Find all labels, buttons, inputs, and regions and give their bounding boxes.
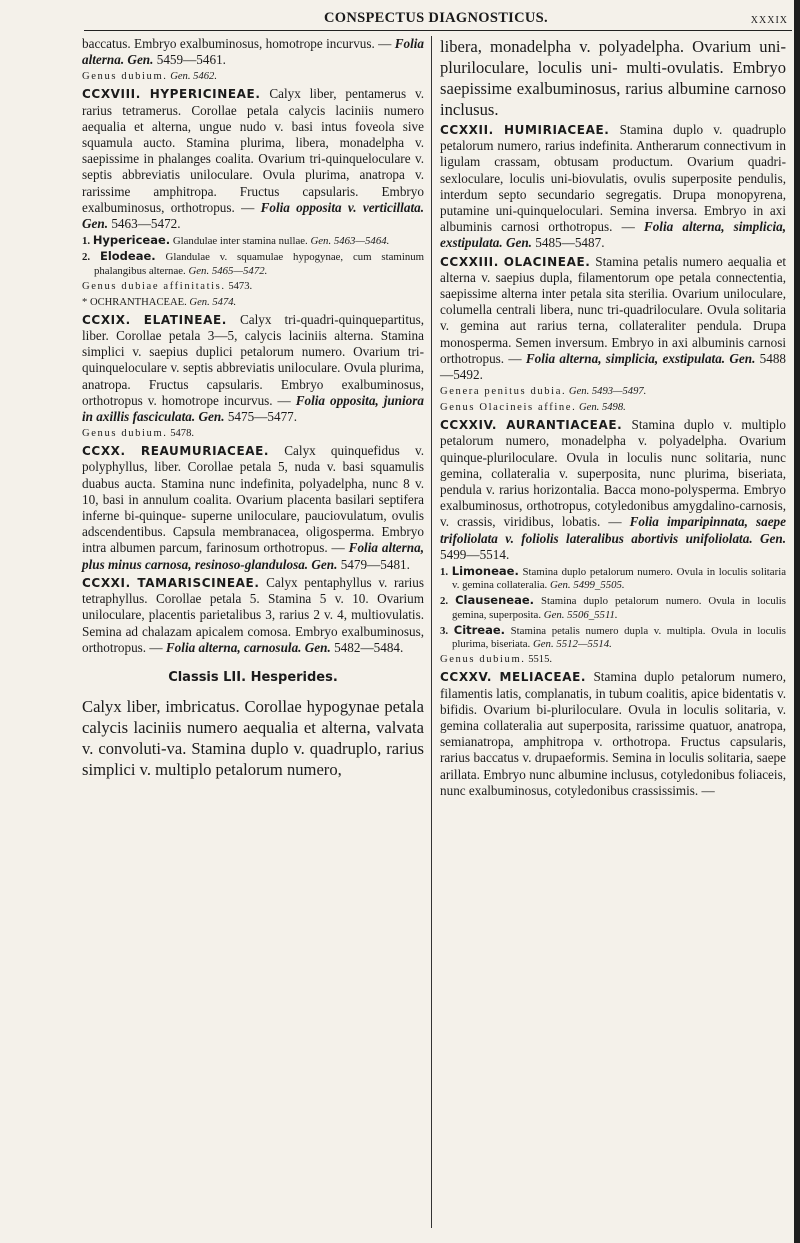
page-header (84, 8, 788, 30)
left-column (82, 36, 424, 782)
tribe-entry: 1. Limoneae. Stamina duplo petalorum numero. Ovula in loculis solitaria v. gemina collateralia. Gen. 5499_5505. (440, 564, 786, 592)
running-title: CONSPECTUS DIAGNOSTICUS. (324, 10, 548, 26)
tribe-entry: 1. Hypericeae. Glandulae inter stamina nullae. Gen. 5463—5464. (82, 233, 390, 248)
page-edge (794, 0, 800, 1243)
genus-note: Genus dubium. Gen. 5462. (82, 71, 217, 83)
family-entry: CCXX. REAUMURIACEAE. Calyx quinquefidus v. polyphyllus, liber. Corollae petala 5, nuda v. basi squamulis duabus aucta. Stamina nunc indefinita, polyadelpha, nunc 8 v. 10, basi in annulum coalita. Ovarium placenta basilari septifera inferne bi-quinque- superne uniloculare, pauciovulatum, ovulis adscendentibus. Capsula membranacea, oligosperma. Embryo intra albumen parcum, farinosum orthotropus. — Folia alterna, plus minus carnosa, resinoso-glandulosa. Gen. 5479—5481. (82, 443, 425, 572)
genus-note: Genera penitus dubia. Gen. 5493—5497. (440, 386, 647, 398)
class-description: Calyx liber, imbricatus. Corollae hypogynae petala calycis laciniis numero aequalia et alterna, valvata v. convoluti-va. Stamina duplo v. quadruplo, rarius simplici v. multiplo petalorum numero, (82, 697, 424, 780)
family-entry: CCXXV. MELIACEAE. Stamina duplo petalorum numero, filamentis latis, complanatis, in tubum coalitis, apice bidentatis v. bifidis. Ovarium bi-pluriloculare. Ovula in loculis solitaria, v. gemina collateralia aut superposita, rarissime quatuor, anatropa, semianatropa, amphitropa v. orthotropa. Fructus capsularis, rarius baccatus v. drupaeformis. Semina in loculis solitaria, saepe arillata. Embryo nunc albumine inclusus, cotyledonibus foliaceis, nunc exalbuminosus, cotyledonibus crassissimis. — (440, 669, 787, 798)
tribe-entry: 2. Elodeae. Glandulae v. squamulae hypogynae, cum staminum phalangibus alternae. Gen. 5465—5472. (82, 249, 425, 277)
right-column (440, 36, 786, 801)
paragraph: baccatus. Embryo exalbuminosus, homotrope incurvus. — Folia alterna. Gen. 5459—5461. (82, 36, 424, 68)
family-entry: CCXXII. HUMIRIACEAE. Stamina duplo v. quadruplo petalorum numero, rarius indefinita. Antherarum connectivum in ligulam crassam, obtusam productum. Ovarium quadri-sexloculare, loculis uni-biovulatis, ovulis superposite pendulis, interdum septo secundario segregatis. Drupa monopyrena, putamine uni-quinqueloculari. Semina inversa. Embryo in axi albuminis carnosi orthotropus. — Folia alterna, simplicia, exstipulata. Gen. 5485—5487. (440, 122, 787, 251)
tribe-entry: 3. Citreae. Stamina petalis numero dupla v. multipla. Ovula in loculis plurima, biseriata. Gen. 5512—5514. (440, 622, 786, 651)
family-entry: CCXVIII. HYPERICINEAE. Calyx liber, pentamerus v. rarius tetramerus. Corollae petala calycis laciniis numero aequalia et alterna, ungue nudo v. basi intus foveola sive squamula aucto. Stamina plurima, libera, monadelpha v. saepissime in phalanges coalita. Ovarium tri-quinqueloculare v. septis abbreviatis uniloculare. Ovula plurima, anatropa v. rarissime amphitropa. Fructus capsularis. Embryo exalbuminosus, orthotropus. — Folia opposita v. verticillata. Gen. 5463—5472. (82, 86, 425, 232)
genus-note: Genus dubium. 5478. (82, 428, 195, 440)
page-number: XXXIX (750, 15, 788, 26)
class-heading: Classis LII. Hesperides. (168, 669, 338, 685)
family-entry: CCXXI. TAMARISCINEAE. Calyx pentaphyllus v. rarius tetraphyllus. Corollae petala 5. Stamina 5 v. 10. Ovarium uniloculare, placentis parietalibus 3, rarius 2 v. 4, multiovulatis. Semina ad chalazam apicalem comosa. Embryo exalbuminosus, orthotropus. — Folia alterna, carnosula. Gen. 5482—5484. (82, 574, 425, 655)
genus-note: Genus Olacineis affine. Gen. 5498. (440, 402, 626, 414)
family-entry: CCXXIV. AURANTIACEAE. Stamina duplo v. multiplo petalorum numero, monadelpha v. polyadelpha. Ovarium quinque-pluriloculare. Ovula in loculis nunc solitaria, nunc gemina, collateralia v. superposita, nunc plurima, biseriata, pendula v. rarius horizontalia. Bacca mono-polysperma. Embryo exalbuminosus, orthotropus, cotyledonibus amygdalino-carnosis, v. crassis, viridibus, lobatis. — Folia imparipinnata, saepe trifoliolata v. foliolis lateralibus abortivis unifoliolata. Gen. 5499—5514. (440, 417, 787, 562)
genus-note: Genus dubium. 5515. (440, 654, 553, 666)
genus-note: * OCHRANTHACEAE. Gen. 5474. (82, 296, 237, 308)
header-rule (84, 30, 792, 31)
tribe-entry: 2. Clauseneae. Stamina duplo petalorum numero. Ovula in loculis gemina, superposita. Gen. 5506_5511. (440, 593, 786, 621)
class-description-continued: libera, monadelpha v. polyadelpha. Ovarium uni-pluriloculare, loculis uni- multi-ovulatis. Embryo saepissime exalbuminosus, rarius albumine carnoso inclusus. (440, 37, 786, 119)
family-entry: CCXIX. ELATINEAE. Calyx tri-quadri-quinquepartitus, liber. Corollae petala 3—5, calycis laciniis alterna. Stamina simplici v. saepius duplici petalorum numero. Ovarium tri-quinqueloculare v. septis abbreviatis uniloculare. Ovula plurima, anatropa. Fructus capsularis. Embryo exalbuminosus, orthotropus v. homotrope incurvus. — Folia opposita, juniora in axillis fasciculata. Gen. 5475—5477. (82, 311, 425, 425)
family-entry: CCXXIII. OLACINEAE. Stamina petalis numero aequalia et alterna v. saepius dupla, filamentorum ope petala connectentia, saepissime alterna inter petala sita sterilia. Ovarium uniloculare, columella centrali libera, nunc tri-quadriloculare. Ovula solitaria v. gemina aut rarius terna, collateraliter pendula. Drupa monosperma. Semen inversum. Embryo in axi albuminis carnosi orthotropus. — Folia alterna, simplicia, exstipulata. Gen. 5488—5492. (440, 253, 787, 383)
column-divider (431, 36, 432, 1228)
genus-note: Genus dubiae affinitatis. 5473. (82, 280, 253, 292)
